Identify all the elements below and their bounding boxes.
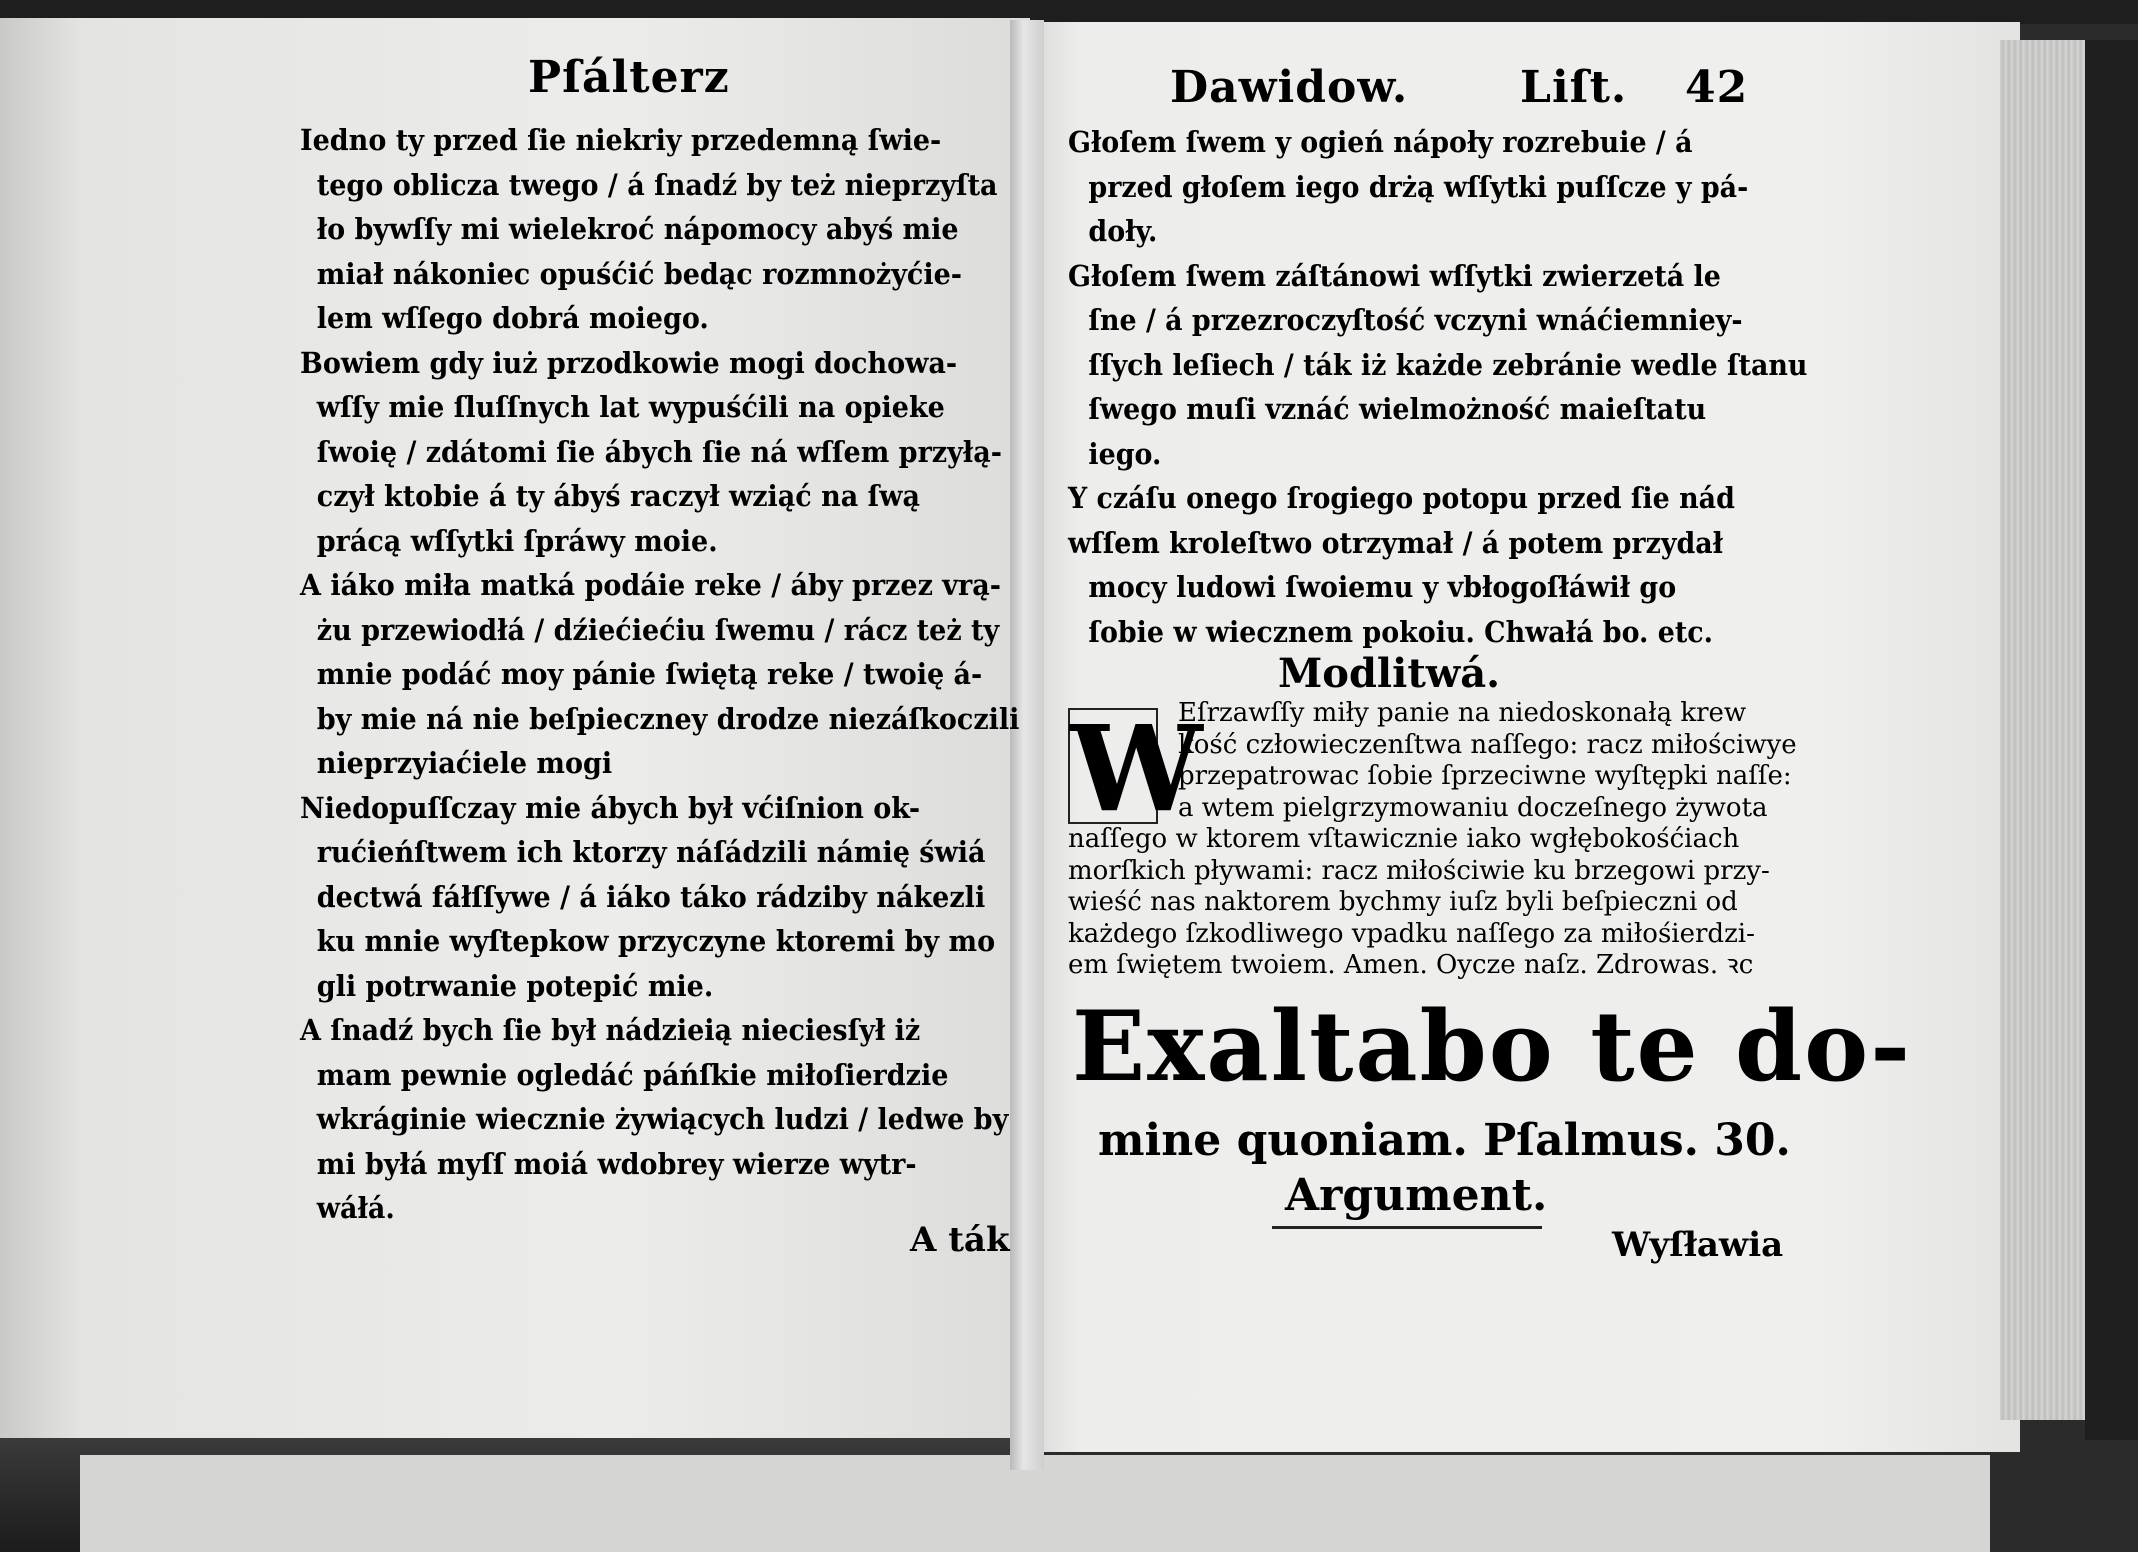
text-line: przed głoſem iego drżą wſſytki puſſcze y pá- <box>1088 169 1749 204</box>
page-edges <box>2000 40 2090 1420</box>
text-line: tego oblicza twego / á ſnadź by też nieprzyſta <box>316 167 998 202</box>
prayer-dropcap: W <box>1070 699 1203 838</box>
folio-label: Liſt. <box>1520 62 1628 113</box>
psalm-heading: Exaltabo te do- <box>1072 990 1913 1103</box>
text-line: Głoſem ſwem y ogień nápoły rozrebuie / á <box>1068 125 1693 159</box>
prayer-line: naſſego w ktorem vſtawicznie iako wgłębokośćiach <box>1068 824 1740 854</box>
text-line: żu przewiodłá / dźiećiećiu ſwemu / rácz też ty <box>316 612 1000 647</box>
right-running-head: Dawidow. <box>1170 62 1409 113</box>
prayer-line: a wtem pielgrzymowaniu doczeſnego żywota <box>1178 792 1768 823</box>
text-line: ku mnie wyſtepkow przyczyne ktoremi by mo <box>316 924 996 958</box>
text-line: ſwoię / zdátomi ſie ábych ſie ná wſſem przyłą- <box>316 434 1002 469</box>
text-line: ſwego muſi vznáć wielmożność maieſtatu <box>1088 392 1707 426</box>
text-line: wſſem kroleſtwo otrzymał / á potem przydał <box>1068 525 1724 560</box>
text-line: ſobie w wiecznem pokoiu. Chwałá bo. etc. <box>1088 614 1714 649</box>
text-line: Bowiem gdy iuż przodkowie mogi dochowa- <box>300 345 958 380</box>
text-line: ło bywſſy mi wielekroć nápomocy abyś mie <box>316 212 959 246</box>
text-line: nieprzyiaćiele mogi <box>316 746 613 780</box>
prayer-line: wieść nas naktorem bychmy iuſz byli beſpieczni od <box>1068 887 1738 917</box>
text-line: lem wſſego dobrá moiego. <box>316 301 709 335</box>
left-page-text <box>300 118 1073 1231</box>
book-cover-edge <box>2085 40 2138 1440</box>
text-line: mnie podáć moy pánie ſwiętą reke / twoię á- <box>316 657 983 691</box>
text-line: wſſy mie ſluſſnych lat wypuśćili na opieke <box>316 390 945 424</box>
text-line: Głoſem ſwem záſtánowi wſſytki zwierzetá le <box>1068 258 1721 293</box>
text-line: mocy ludowi ſwoiemu y vbłogoſłáwił go <box>1088 570 1677 604</box>
right-catchword: Wyſławia <box>1612 1225 1784 1265</box>
text-line: by mie ná nie beſpieczney drodze niezáſkoczili <box>316 701 1020 736</box>
text-line: Y czáſu onego ſrogiego potopu przed ſie nád <box>1068 481 1735 515</box>
text-line: A iáko miła matká podáie reke / áby przez vrą- <box>300 568 1001 602</box>
right-page-text <box>1068 120 1866 654</box>
folio-number: 42 <box>1685 62 1749 113</box>
text-line: ſne / á przezroczyſtość vczyni wnáćiemniey- <box>1088 303 1743 337</box>
text-line: wkráginie wiecznie żywiących ludzi / ledwe by <box>316 1102 1009 1136</box>
text-line: mi byłá myſſ moiá wdobrey wierze wytr- <box>316 1146 917 1181</box>
text-line: dectwá fáłſſywe / á iáko táko rádziby nákezli <box>316 879 986 914</box>
psalm-subheading: mine quoniam. Pſalmus. 30. <box>1098 1115 1791 1166</box>
text-line: Niedopuſſczay mie ábych był vćiſnion ok- <box>300 790 921 825</box>
text-line: ſſych leſiech / ták iż każde zebránie wedle ſtanu <box>1088 347 1808 382</box>
prayer-line: przepatrowac ſobie ſprzeciwne wyſtępki naſſe: <box>1178 761 1792 791</box>
text-line: mam pewnie ogledáć páńſkie miłoſierdzie <box>316 1057 949 1092</box>
left-running-head: Pſálterz <box>528 52 730 103</box>
text-line: rućieńſtwem ich ktorzy náſádzili námię świá <box>316 835 986 869</box>
prayer-line: morſkich pływami: racz miłościwie ku brzegowi przy- <box>1068 855 1770 886</box>
text-line: miał nákoniec opuśćić bedąc rozmnożyćie- <box>316 256 962 291</box>
text-line: doły. <box>1088 214 1158 248</box>
left-catchword: A ták <box>910 1220 1010 1260</box>
prayer-line: każdego ſzkodliwego vpadku naſſego za miłośierdzi- <box>1068 918 1755 949</box>
text-line: gli potrwanie potepić mie. <box>316 968 714 1003</box>
prayer-line: Eſrzawſſy miły panie na niedoskonałą krew <box>1178 698 1747 728</box>
text-line: prácą wſſytki ſpráwy moie. <box>316 523 718 558</box>
prayer-line: em ſwiętem twoiem. Amen. Oycze naſz. Zdrowas. ꝛc <box>1068 950 1754 980</box>
text-line: Iedno ty przed ſie niekriy przedemną ſwie- <box>300 123 942 157</box>
text-line: iego. <box>1088 436 1162 471</box>
prayer-line: kość człowieczenſtwa naſſego: racz miłościwye <box>1178 729 1797 760</box>
argument-label: Argument. <box>1285 1170 1548 1221</box>
argument-underline <box>1272 1226 1542 1229</box>
text-line: wáłá. <box>316 1191 395 1225</box>
text-line: czył ktobie á ty ábyś raczył wziąć na ſwą <box>316 479 921 513</box>
text-line: A ſnadź bych ſie był nádzieią nieciesſył iż <box>300 1013 921 1047</box>
prayer-title: Modlitwá. <box>1278 650 1501 697</box>
prayer-text <box>1068 698 1797 982</box>
